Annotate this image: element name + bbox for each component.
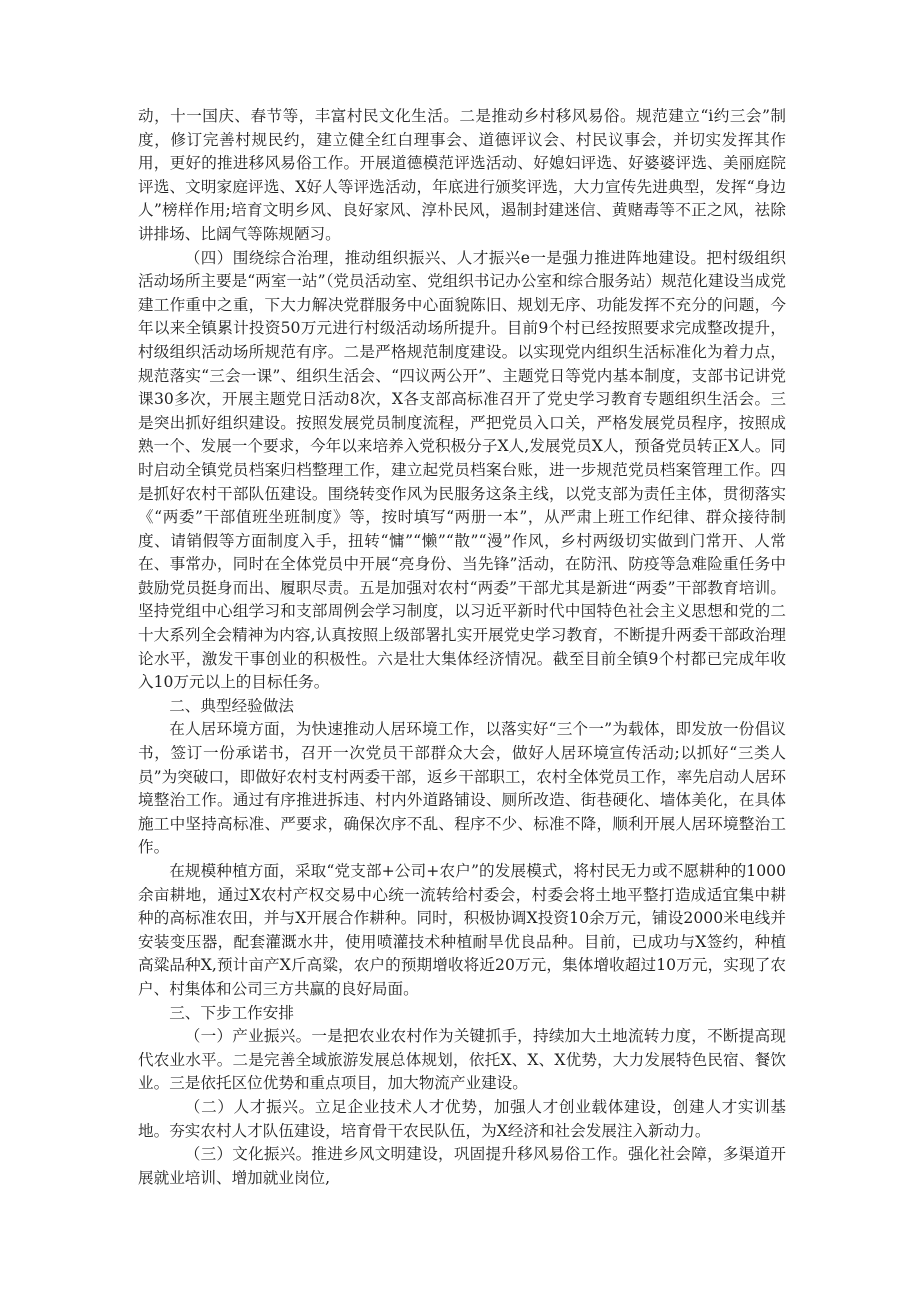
paragraph-section-four: （四）围绕综合治理，推动组织振兴、人才振兴e一是强力推进阵地建设。把村级组织活动场所主要是“两室一站”（党员活动室、党组织书记办公室和综合服务站）规范化建设当成党建工作重中之重，下大力解决党群服务中心面貌陈旧、规划无序、功能发挥不充分的问题，今年以来全镇累计投资50万元进行村级活动场所提升。目前9个村已经按照要求完成整改提升，村级组织活动场所规范有序。二是严格规范制度建设。以实现党内组织生活标准化为着力点，规范落实“三会一课”、组织生活会、“四议两公开”、主题党日等党内基本制度，支部书记讲党课30多次，开展主题党日活动8次，X各支部高标准召开了党史学习教育专题组织生活会。三是突出抓好组织建设。按照发展党员制度流程，严把党员入口关，严格发展党员程序，按照成熟一个、发展一个要求，今年以来培养入党积极分子X人,发展党员X人，预备党员转正X人。同时启动全镇党员档案归档整理工作，建立起党员档案台账，进一步规范党员档案管理工作。四是抓好农村干部队伍建设。围绕转变作风为民服务这条主线，以党支部为责任主体，贯彻落实《“两委”干部值班坐班制度》等，按时填写“两册一本”，从严肃上班工作纪律、群众接待制度、请销假等方面制度入手，扭转“慵”“懒”“散”“漫”作风，乡村两级切实做到门常开、人常在、事常办，同时在全体党员中开展“亮身份、当先锋”活动，在防汛、防疫等急难险重任务中鼓励党员挺身而出、履职尽责。五是加强对农村“两委”干部尤其是新进“两委”干部教育培训。坚持党组中心组学习和支部周例会学习制度，以习近平新时代中国特色社会主义思想和党的二十大系列全会精神为内容,认真按照上级部署扎实开展党史学习教育，不断提升两委干部政治理论水平，激发干事创业的积极性。六是壮大集体经济情况。截至目前全镇9个村都已完成年收入10万元以上的目标任务。 xyxy=(138,248,786,692)
paragraph-culture-revitalization: （三）文化振兴。推进乡风文明建设，巩固提升移风易俗工作。强化社会障，多渠道开展就业培训、增加就业岗位, xyxy=(138,1145,786,1187)
paragraph-industry-revitalization: （一）产业振兴。一是把农业农村作为关键抓手，持续加大土地流转力度，不断提高现代农业水平。二是完善全域旅游发展总体规划，依托X、X、X优势，大力发展特色民宿、餐饮业。三是依托区位优势和重点项目，加大物流产业建设。 xyxy=(138,1027,786,1093)
paragraph-living-environment: 在人居环境方面，为快速推动人居环境工作，以落实好“三个一”为载体，即发放一份倡议书，签订一份承诺书，召开一次党员干部群众大会，做好人居环境宣传活动;以抓好“三类人员”为突破口，即做好农村支村两委干部，返乡干部职工，农村全体党员工作，率先启动人居环境整治工作。通过有序推进拆违、村内外道路铺设、厕所改造、街巷硬化、墙体美化，在具体施工中坚持高标准、严要求，确保次序不乱、程序不少、标准不降，顺利开展人居环境整治工作。 xyxy=(138,720,786,857)
heading-next-steps: 三、下步工作安排 xyxy=(169,1003,294,1022)
heading-typical-experience: 二、典型经验做法 xyxy=(169,696,294,715)
paragraph-continuation: 动，十一国庆、春节等，丰富村民文化生活。二是推动乡村移风易俗。规范建立“i约三会”制度，修订完善村规民约，建立健全红白理事会、道德评议会、村民议事会，并切实发挥其作用，更好的推进移风易俗工作。开展道德模范评选活动、好媳妇评选、好婆婆评选、美丽庭院评选、文明家庭评选、X好人等评选活动，年底进行颁奖评选，大力宣传先进典型，发挥“身边人”榜样作用;培育文明乡风、良好家风、淳朴民风，遏制封建迷信、黄赌毒等不正之风，祛除讲排场、比阔气等陈规陋习。 xyxy=(138,107,786,243)
paragraph-scale-planting: 在规模种植方面，采取“党支部+公司+农户”的发展模式，将村民无力或不愿耕种的1000余亩耕地，通过X农村产权交易中心统一流转给村委会，村委会将土地平整打造成适宜集中耕种的高标准农田，并与X开展合作耕种。同时，积极协调X投资10余万元，铺设2000米电线并安装变压器，配套灌溉水井，使用喷灌技术种植耐旱优良品种。目前，已成功与X签约，种植高粱品种X,预计亩产X斤高粱，农户的预期增收将近20万元，集体增收超过10万元，实现了农户、村集体和公司三方共赢的良好局面。 xyxy=(138,862,786,998)
document-page xyxy=(138,105,786,1190)
paragraph-talent-revitalization: （二）人才振兴。立足企业技术人才优势，加强人才创业载体建设，创建人才实训基地。夯实农村人才队伍建设，培育骨干农民队伍，为X经济和社会发展注入新动力。 xyxy=(138,1097,786,1140)
